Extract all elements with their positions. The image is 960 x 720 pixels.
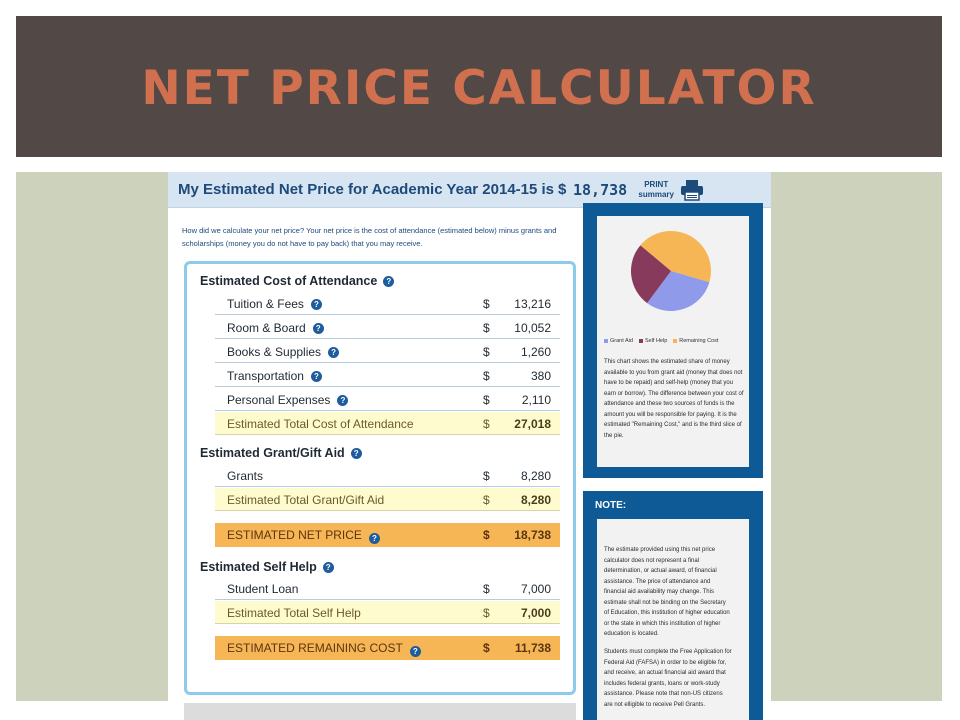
- calculation-explanation: How did we calculate your net price? Your net price is the cost of attendance (estimated below) minus grants and scholarships (money you do not have to pay back) that you may receive.: [182, 226, 557, 248]
- pie-legend: [604, 338, 718, 344]
- row-label: ESTIMATED NET PRICE: [227, 528, 362, 542]
- table-row: [215, 388, 560, 411]
- row-label: Student Loan: [227, 582, 299, 596]
- row-value: 10,052: [514, 321, 551, 335]
- calculator-screenshot: [168, 172, 771, 720]
- help-icon[interactable]: ?: [311, 299, 322, 310]
- currency-sign: $: [483, 369, 490, 383]
- currency-sign: $: [483, 417, 490, 431]
- row-label: Transportation: [227, 369, 304, 383]
- note-side-panel: [583, 491, 763, 720]
- currency-sign: $: [483, 469, 490, 483]
- note-title: NOTE:: [595, 500, 627, 511]
- printer-icon: [680, 179, 704, 201]
- net-price-row: [215, 523, 560, 547]
- legend-item-grant-aid: Grant Aid: [604, 338, 633, 344]
- row-label: Estimated Total Cost of Attendance: [227, 417, 414, 431]
- row-value: 2,110: [521, 393, 551, 407]
- legend-item-self-help: Self Help: [639, 338, 667, 344]
- currency-sign: $: [483, 345, 490, 359]
- row-value: 8,280: [520, 469, 551, 483]
- cost-of-attendance-heading: Estimated Cost of Attendance ?: [200, 274, 394, 288]
- row-label: Estimated Total Grant/Gift Aid: [227, 493, 385, 507]
- row-label: Personal Expenses: [227, 393, 331, 407]
- row-value: 8,280: [520, 493, 551, 507]
- table-row: [215, 340, 560, 363]
- table-row: [215, 316, 560, 339]
- self-help-heading: Estimated Self Help ?: [200, 560, 334, 574]
- chart-side-panel: [583, 203, 763, 478]
- help-icon[interactable]: ?: [410, 646, 421, 657]
- row-label: Tuition & Fees: [227, 297, 304, 311]
- currency-sign: $: [483, 641, 490, 655]
- row-label: Grants: [227, 469, 264, 483]
- panel-footer-bar: [184, 703, 576, 720]
- chart-description: This chart shows the estimated share of money available to you from grant aid (money that does not have to be repaid) and self-help (money that you earn or borrow). The difference between your cost of attendance and these two sources of funds is the amount you will be responsible for paying. It is the estimated "Remaining Cost," and is the third slice of the pie.: [604, 359, 744, 439]
- legend-item-remaining-cost: Remaining Cost: [673, 338, 718, 344]
- row-value: 380: [530, 369, 551, 383]
- help-icon[interactable]: ?: [328, 347, 339, 358]
- currency-sign: $: [483, 493, 490, 507]
- grant-aid-heading: Estimated Grant/Gift Aid ?: [200, 446, 362, 460]
- row-value: 27,018: [514, 417, 551, 431]
- row-value: 7,000: [520, 606, 551, 620]
- table-row: [215, 292, 560, 315]
- print-summary-label: PRINT summary: [638, 180, 674, 199]
- help-icon[interactable]: ?: [337, 395, 348, 406]
- row-label: Estimated Total Self Help: [227, 606, 361, 620]
- table-row: [215, 577, 560, 600]
- row-value: 18,738: [514, 528, 551, 542]
- table-row: [215, 464, 560, 487]
- currency-sign: $: [483, 321, 490, 335]
- row-value: 1,260: [520, 345, 551, 359]
- row-label: ESTIMATED REMAINING COST: [227, 641, 403, 655]
- help-icon[interactable]: ?: [323, 562, 334, 573]
- help-icon[interactable]: ?: [351, 448, 362, 459]
- cost-breakdown-pie-chart: [597, 216, 749, 326]
- row-label: Room & Board: [227, 321, 306, 335]
- net-price-currency: $: [558, 181, 567, 198]
- table-row: [215, 364, 560, 387]
- row-value: 13,216: [514, 297, 551, 311]
- note-fafsa: Students must complete the Free Application for Federal Aid (FAFSA) in order to be eligible for, and receive, an actual financial aid award that includes federal grants, loans or work-study assistance. Please note that non-US citizens are not elligible to receive Pell Grants.: [604, 649, 732, 708]
- total-self-help-row: [215, 601, 560, 624]
- net-price-amount: 18,738: [573, 181, 628, 199]
- note-disclaimer: The estimate provided using this net price calculator does not represent a final determination, or actual award, of financial assistance. The price of attendance and financial aid availability may change. This estimate shall not be binding on the Secretary of Education, this institution of higher education or the state in which this institution of higher education is located.: [604, 547, 730, 637]
- currency-sign: $: [483, 528, 490, 542]
- help-icon[interactable]: ?: [313, 323, 324, 334]
- row-value: 7,000: [520, 582, 551, 596]
- total-grant-row: [215, 488, 560, 511]
- currency-sign: $: [483, 582, 490, 596]
- currency-sign: $: [483, 297, 490, 311]
- help-icon[interactable]: ?: [383, 276, 394, 287]
- help-icon[interactable]: ?: [311, 371, 322, 382]
- remaining-cost-row: [215, 636, 560, 660]
- chart-card: [597, 216, 749, 467]
- currency-sign: $: [483, 393, 490, 407]
- slide-title-band: [16, 16, 942, 157]
- print-summary-button[interactable]: [634, 179, 704, 203]
- help-icon[interactable]: ?: [369, 533, 380, 544]
- currency-sign: $: [483, 606, 490, 620]
- net-price-heading: My Estimated Net Price for Academic Year 2014-15 is: [178, 181, 555, 198]
- row-label: Books & Supplies: [227, 345, 322, 359]
- slide-title: NET PRICE CALCULATOR: [141, 61, 817, 116]
- row-value: 11,738: [514, 641, 551, 655]
- total-cost-row: [215, 412, 560, 435]
- note-card: [597, 519, 749, 720]
- estimate-table-panel: [184, 261, 576, 695]
